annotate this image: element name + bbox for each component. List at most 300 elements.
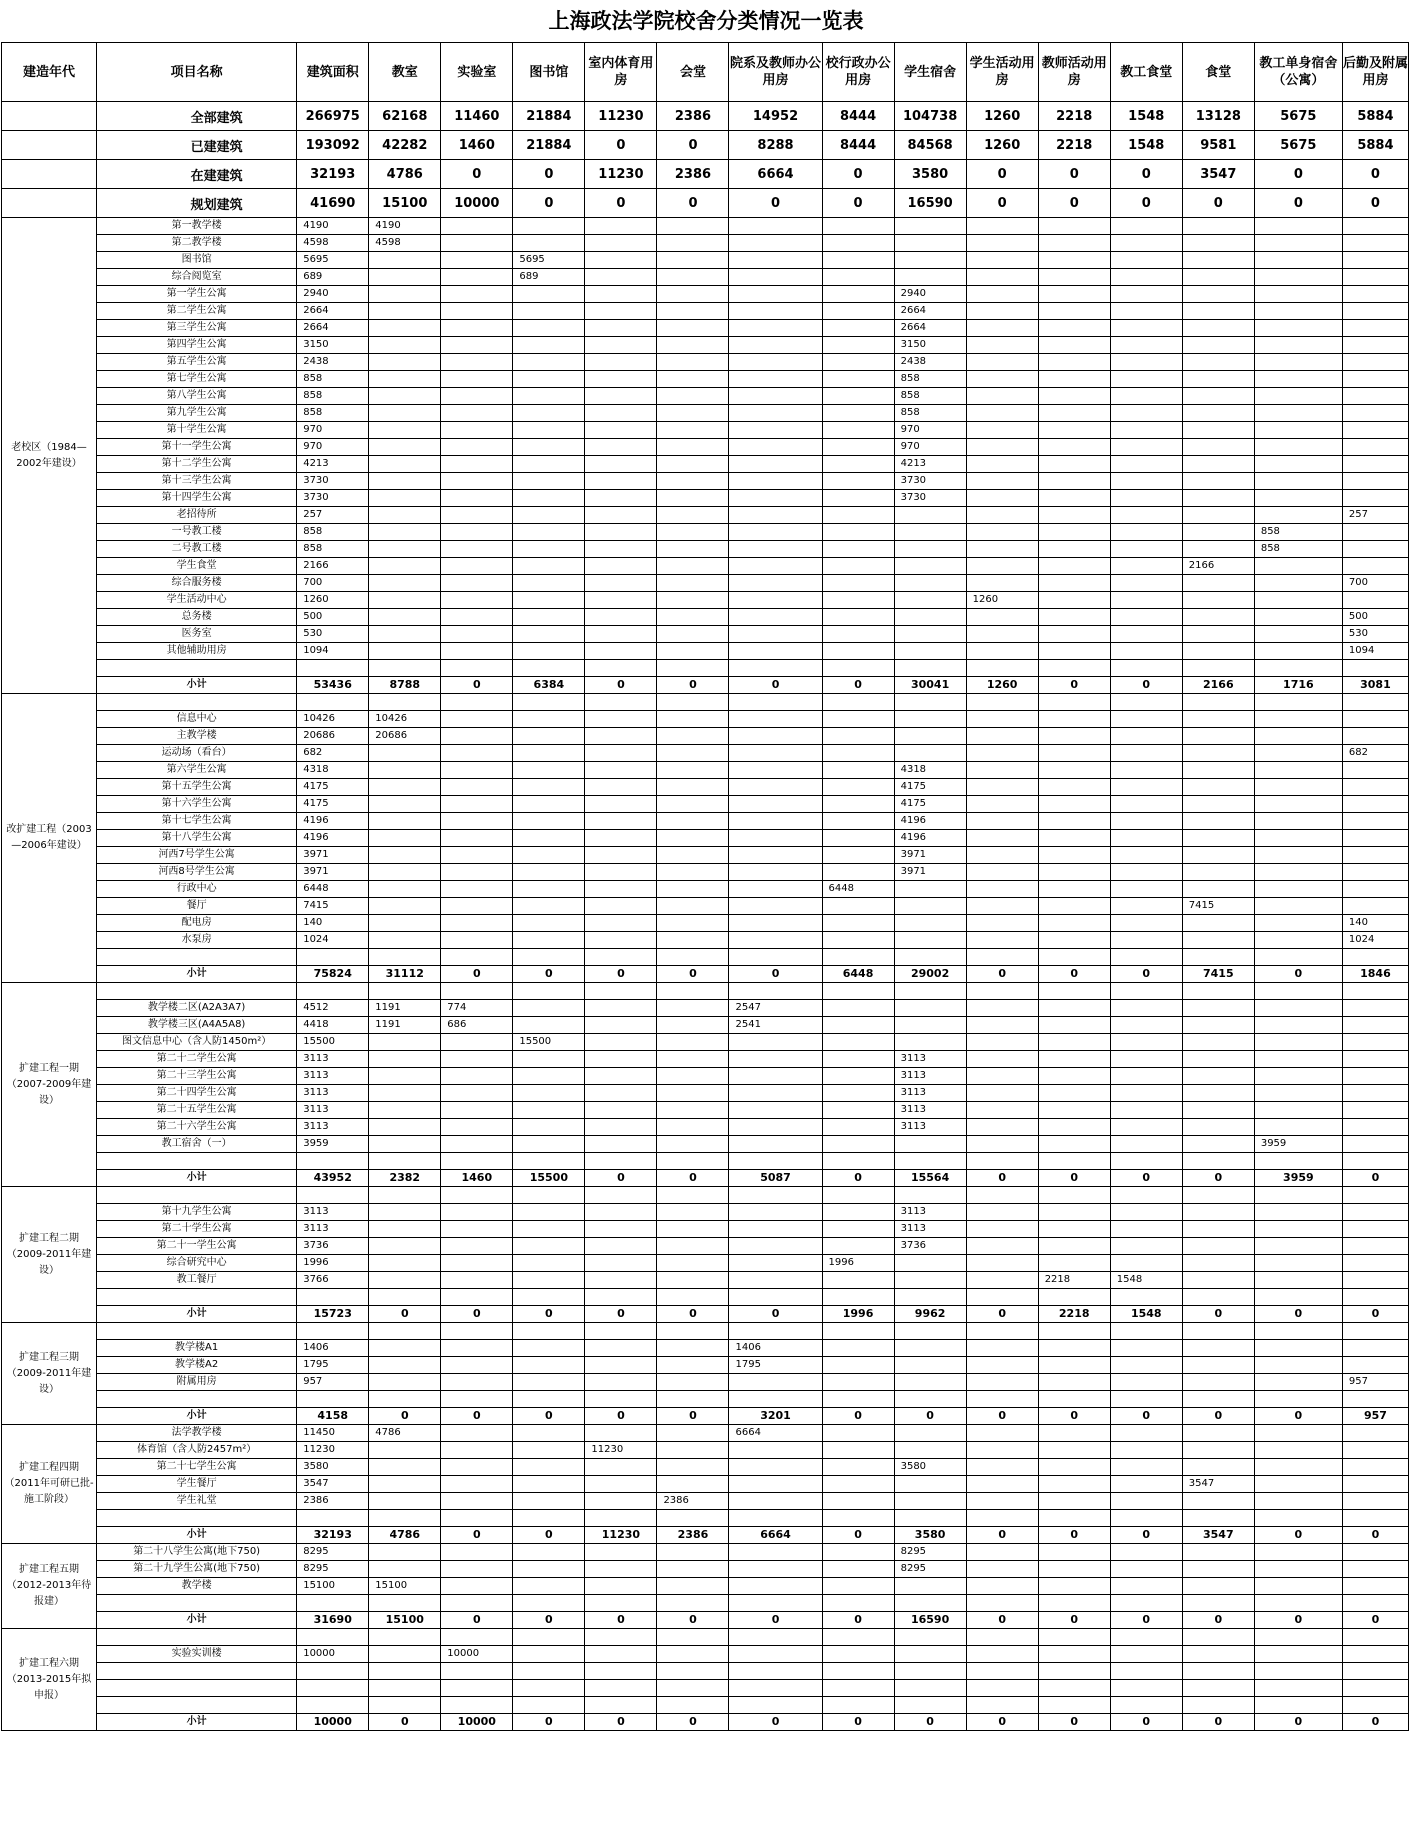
category-value [822, 1561, 894, 1578]
building-area: 15100 [297, 1578, 369, 1595]
category-value [1182, 932, 1254, 949]
category-value [822, 1459, 894, 1476]
project-name: 第十学生公寓 [97, 422, 297, 439]
subtotal-value: 0 [657, 966, 729, 983]
building-area: 858 [297, 371, 369, 388]
table-row [2, 1204, 1409, 1221]
summary-era-cell [2, 102, 97, 131]
category-value [513, 354, 585, 371]
table-row [2, 898, 1409, 915]
category-value [657, 1357, 729, 1374]
project-name: 第二十八学生公寓(地下750) [97, 1544, 297, 1561]
category-value [894, 592, 966, 609]
project-name: 第十一学生公寓 [97, 439, 297, 456]
subtotal-value: 4158 [297, 1408, 369, 1425]
category-value [729, 371, 822, 388]
category-value [369, 541, 441, 558]
category-value [1110, 269, 1182, 286]
building-area: 11450 [297, 1425, 369, 1442]
category-value [657, 490, 729, 507]
category-value [966, 490, 1038, 507]
project-name: 第六学生公寓 [97, 762, 297, 779]
category-value [1110, 388, 1182, 405]
era-cell: 老校区（1984—2002年建设） [2, 218, 97, 694]
category-value [513, 1000, 585, 1017]
table-row [2, 1425, 1409, 1442]
category-value [1038, 1051, 1110, 1068]
category-value [1038, 1136, 1110, 1153]
category-value [822, 643, 894, 660]
category-value [1254, 439, 1342, 456]
subtotal-value: 0 [513, 1612, 585, 1629]
category-value [894, 949, 966, 966]
table-row [2, 592, 1409, 609]
category-value [1342, 1493, 1408, 1510]
building-area: 1024 [297, 932, 369, 949]
category-value [822, 1663, 894, 1680]
category-value [1254, 847, 1342, 864]
subtotal-value: 0 [441, 1527, 513, 1544]
category-value [1342, 1017, 1408, 1034]
category-value [1342, 1238, 1408, 1255]
category-value [966, 626, 1038, 643]
category-value [1110, 575, 1182, 592]
category-value [966, 983, 1038, 1000]
category-value [513, 915, 585, 932]
category-value [1254, 1442, 1342, 1459]
subtotal-label: 小计 [97, 1714, 297, 1731]
project-name [97, 1629, 297, 1646]
table-row [2, 1578, 1409, 1595]
table-row [2, 779, 1409, 796]
category-value [822, 1068, 894, 1085]
building-area: 2664 [297, 320, 369, 337]
category-value [657, 1085, 729, 1102]
category-value [1182, 1187, 1254, 1204]
category-value [822, 711, 894, 728]
category-value [369, 1068, 441, 1085]
category-value [822, 1391, 894, 1408]
summary-value: 0 [966, 189, 1038, 218]
category-value: 686 [441, 1017, 513, 1034]
category-value [1038, 1442, 1110, 1459]
category-value [1110, 422, 1182, 439]
category-value [822, 439, 894, 456]
category-value [822, 1017, 894, 1034]
table-row [2, 473, 1409, 490]
category-value [1038, 779, 1110, 796]
category-value [729, 1493, 822, 1510]
building-area: 682 [297, 745, 369, 762]
category-value [894, 1510, 966, 1527]
category-value [1110, 1255, 1182, 1272]
category-value [1182, 575, 1254, 592]
category-value [585, 1272, 657, 1289]
category-value [1182, 1034, 1254, 1051]
category-value [585, 949, 657, 966]
table-row [2, 1272, 1409, 1289]
category-value [513, 473, 585, 490]
category-value [1254, 575, 1342, 592]
category-value [822, 1697, 894, 1714]
category-value [966, 1187, 1038, 1204]
category-value [1254, 1629, 1342, 1646]
category-value [513, 898, 585, 915]
category-value [729, 1068, 822, 1085]
table-row [2, 1119, 1409, 1136]
category-value [1038, 745, 1110, 762]
category-value [585, 337, 657, 354]
category-value [1182, 320, 1254, 337]
subtotal-value: 0 [369, 1306, 441, 1323]
category-value [513, 1323, 585, 1340]
category-value [513, 1238, 585, 1255]
category-value [1038, 1595, 1110, 1612]
category-value [513, 728, 585, 745]
subtotal-value: 43952 [297, 1170, 369, 1187]
category-value [1342, 456, 1408, 473]
project-name: 老招待所 [97, 507, 297, 524]
category-value [1110, 1204, 1182, 1221]
category-value [513, 575, 585, 592]
category-value [894, 1255, 966, 1272]
building-area: 3971 [297, 864, 369, 881]
subtotal-value: 0 [585, 1306, 657, 1323]
category-value [729, 1561, 822, 1578]
category-value [1182, 1340, 1254, 1357]
category-value [585, 320, 657, 337]
category-value [729, 1289, 822, 1306]
project-name: 餐厅 [97, 898, 297, 915]
category-value [729, 1272, 822, 1289]
category-value [1038, 371, 1110, 388]
category-value [657, 354, 729, 371]
category-value [441, 1442, 513, 1459]
table-row [2, 1187, 1409, 1204]
project-name: 行政中心 [97, 881, 297, 898]
category-value [369, 779, 441, 796]
category-value [1342, 1476, 1408, 1493]
category-value [369, 898, 441, 915]
category-value: 3959 [1254, 1136, 1342, 1153]
table-row [2, 1595, 1409, 1612]
subtotal-value: 0 [369, 1714, 441, 1731]
category-value [1342, 1561, 1408, 1578]
category-value [585, 1561, 657, 1578]
category-value [1342, 1425, 1408, 1442]
table-row [2, 881, 1409, 898]
category-value [657, 1102, 729, 1119]
category-value [822, 1051, 894, 1068]
category-value [441, 779, 513, 796]
category-value [1342, 269, 1408, 286]
category-value [369, 847, 441, 864]
category-value [585, 1459, 657, 1476]
category-value [513, 1357, 585, 1374]
category-value [894, 558, 966, 575]
subtotal-value: 0 [822, 677, 894, 694]
table-row [2, 694, 1409, 711]
category-value [1342, 286, 1408, 303]
category-value [1254, 728, 1342, 745]
subtotal-value: 0 [657, 1306, 729, 1323]
category-value [894, 1289, 966, 1306]
project-name: 主教学楼 [97, 728, 297, 745]
table-row [2, 439, 1409, 456]
subtotal-value: 0 [1038, 677, 1110, 694]
subtotal-value: 0 [1110, 1527, 1182, 1544]
category-value [1038, 575, 1110, 592]
summary-value: 1460 [441, 131, 513, 160]
category-value [729, 1051, 822, 1068]
subtotal-value: 53436 [297, 677, 369, 694]
category-value [441, 643, 513, 660]
category-value [729, 1442, 822, 1459]
category-value [729, 1255, 822, 1272]
category-value [513, 541, 585, 558]
category-value [441, 1510, 513, 1527]
category-value [369, 881, 441, 898]
category-value [1342, 728, 1408, 745]
category-value: 4175 [894, 779, 966, 796]
project-name: 第十四学生公寓 [97, 490, 297, 507]
category-value [729, 558, 822, 575]
subtotal-value: 0 [513, 1714, 585, 1731]
category-value [513, 1629, 585, 1646]
category-value [369, 1238, 441, 1255]
summary-value: 3580 [894, 160, 966, 189]
category-value: 858 [894, 371, 966, 388]
category-value [1342, 1646, 1408, 1663]
building-area: 4598 [297, 235, 369, 252]
category-value [729, 490, 822, 507]
project-name: 第二十五学生公寓 [97, 1102, 297, 1119]
table-row [2, 558, 1409, 575]
category-value [657, 643, 729, 660]
table-row [2, 1102, 1409, 1119]
category-value [585, 490, 657, 507]
category-value [441, 1323, 513, 1340]
table-row [2, 1034, 1409, 1051]
subtotal-value: 0 [585, 1170, 657, 1187]
category-value [822, 1680, 894, 1697]
category-value [657, 1595, 729, 1612]
summary-value: 32193 [297, 160, 369, 189]
category-value [1038, 1187, 1110, 1204]
project-name: 第十九学生公寓 [97, 1204, 297, 1221]
subtotal-value: 0 [1038, 1612, 1110, 1629]
category-value [513, 235, 585, 252]
building-area: 2940 [297, 286, 369, 303]
subtotal-value: 2218 [1038, 1306, 1110, 1323]
subtotal-value: 0 [1038, 1408, 1110, 1425]
category-value: 858 [894, 405, 966, 422]
category-value [822, 456, 894, 473]
category-value [585, 1051, 657, 1068]
column-header: 食堂 [1182, 43, 1254, 102]
category-value [441, 1425, 513, 1442]
category-value [1110, 1136, 1182, 1153]
category-value [441, 507, 513, 524]
category-value [894, 507, 966, 524]
category-value [1110, 320, 1182, 337]
building-area: 858 [297, 405, 369, 422]
category-value: 2438 [894, 354, 966, 371]
building-area: 4318 [297, 762, 369, 779]
category-value [513, 1340, 585, 1357]
category-value [513, 422, 585, 439]
category-value [966, 779, 1038, 796]
summary-row [2, 102, 1409, 131]
table-row [2, 745, 1409, 762]
project-name: 图文信息中心（含人防1450m²） [97, 1034, 297, 1051]
subtotal-value: 0 [657, 1612, 729, 1629]
project-name: 第二十七学生公寓 [97, 1459, 297, 1476]
category-value [729, 592, 822, 609]
category-value [657, 1425, 729, 1442]
category-value: 1795 [729, 1357, 822, 1374]
project-name: 第一学生公寓 [97, 286, 297, 303]
category-value [441, 1068, 513, 1085]
category-value [585, 915, 657, 932]
category-value [657, 898, 729, 915]
category-value [585, 218, 657, 235]
summary-value: 6664 [729, 160, 822, 189]
category-value [1038, 1374, 1110, 1391]
category-value [1182, 1323, 1254, 1340]
subtotal-value: 6448 [822, 966, 894, 983]
category-value [1038, 1340, 1110, 1357]
category-value [894, 1391, 966, 1408]
category-value [441, 1255, 513, 1272]
category-value [1038, 524, 1110, 541]
category-value [1182, 813, 1254, 830]
category-value [657, 932, 729, 949]
category-value [657, 1459, 729, 1476]
summary-value: 16590 [894, 189, 966, 218]
category-value [369, 456, 441, 473]
category-value [369, 303, 441, 320]
category-value [513, 1595, 585, 1612]
table-row [2, 269, 1409, 286]
category-value [1110, 1391, 1182, 1408]
subtotal-value: 30041 [894, 677, 966, 694]
category-value [822, 1323, 894, 1340]
summary-value: 193092 [297, 131, 369, 160]
category-value [966, 830, 1038, 847]
category-value: 2664 [894, 320, 966, 337]
table-row [2, 575, 1409, 592]
category-value [1254, 711, 1342, 728]
category-value [1110, 1187, 1182, 1204]
era-cell: 扩建工程四期（2011年可研已批-施工阶段） [2, 1425, 97, 1544]
category-value [1038, 762, 1110, 779]
category-value: 4318 [894, 762, 966, 779]
summary-value: 0 [822, 189, 894, 218]
project-name [97, 1595, 297, 1612]
category-value [441, 830, 513, 847]
table-row [2, 1238, 1409, 1255]
subtotal-value: 16590 [894, 1612, 966, 1629]
category-value [966, 609, 1038, 626]
category-value [1182, 1068, 1254, 1085]
project-name: 第二十九学生公寓(地下750) [97, 1561, 297, 1578]
category-value [729, 269, 822, 286]
table-row [2, 864, 1409, 881]
category-value [657, 1578, 729, 1595]
category-value [966, 1340, 1038, 1357]
category-value [1342, 1340, 1408, 1357]
category-value [1110, 1068, 1182, 1085]
category-value [585, 1017, 657, 1034]
category-value [729, 575, 822, 592]
category-value [369, 762, 441, 779]
category-value [729, 830, 822, 847]
subtotal-row [2, 677, 1409, 694]
category-value [822, 558, 894, 575]
category-value [1110, 1000, 1182, 1017]
category-value [513, 626, 585, 643]
category-value [369, 1391, 441, 1408]
category-value [585, 252, 657, 269]
category-value [369, 1102, 441, 1119]
project-name: 第二十一学生公寓 [97, 1238, 297, 1255]
project-name [97, 983, 297, 1000]
subtotal-value: 5087 [729, 1170, 822, 1187]
subtotal-row [2, 1306, 1409, 1323]
category-value [1254, 1102, 1342, 1119]
category-value [441, 881, 513, 898]
category-value [1254, 915, 1342, 932]
category-value [1342, 524, 1408, 541]
subtotal-value: 0 [822, 1527, 894, 1544]
category-value [822, 1221, 894, 1238]
category-value [657, 1187, 729, 1204]
category-value [894, 1357, 966, 1374]
column-header: 项目名称 [97, 43, 297, 102]
category-value [657, 320, 729, 337]
subtotal-value: 15723 [297, 1306, 369, 1323]
building-area [297, 949, 369, 966]
category-value [1182, 1051, 1254, 1068]
category-value [441, 490, 513, 507]
category-value [1038, 643, 1110, 660]
category-value [1038, 728, 1110, 745]
category-value [822, 1000, 894, 1017]
category-value [966, 915, 1038, 932]
category-value [729, 1204, 822, 1221]
category-value [369, 507, 441, 524]
category-value [822, 286, 894, 303]
category-value [1342, 1459, 1408, 1476]
category-value [369, 830, 441, 847]
category-value [822, 1510, 894, 1527]
category-value [1342, 813, 1408, 830]
building-area [297, 983, 369, 1000]
category-value [729, 473, 822, 490]
category-value [822, 609, 894, 626]
table-row [2, 1493, 1409, 1510]
category-value [1110, 1663, 1182, 1680]
category-value [729, 711, 822, 728]
summary-value: 1548 [1110, 102, 1182, 131]
category-value [1182, 1357, 1254, 1374]
category-value [966, 881, 1038, 898]
category-value [966, 456, 1038, 473]
summary-value: 266975 [297, 102, 369, 131]
subtotal-row [2, 1714, 1409, 1731]
category-value [369, 1646, 441, 1663]
